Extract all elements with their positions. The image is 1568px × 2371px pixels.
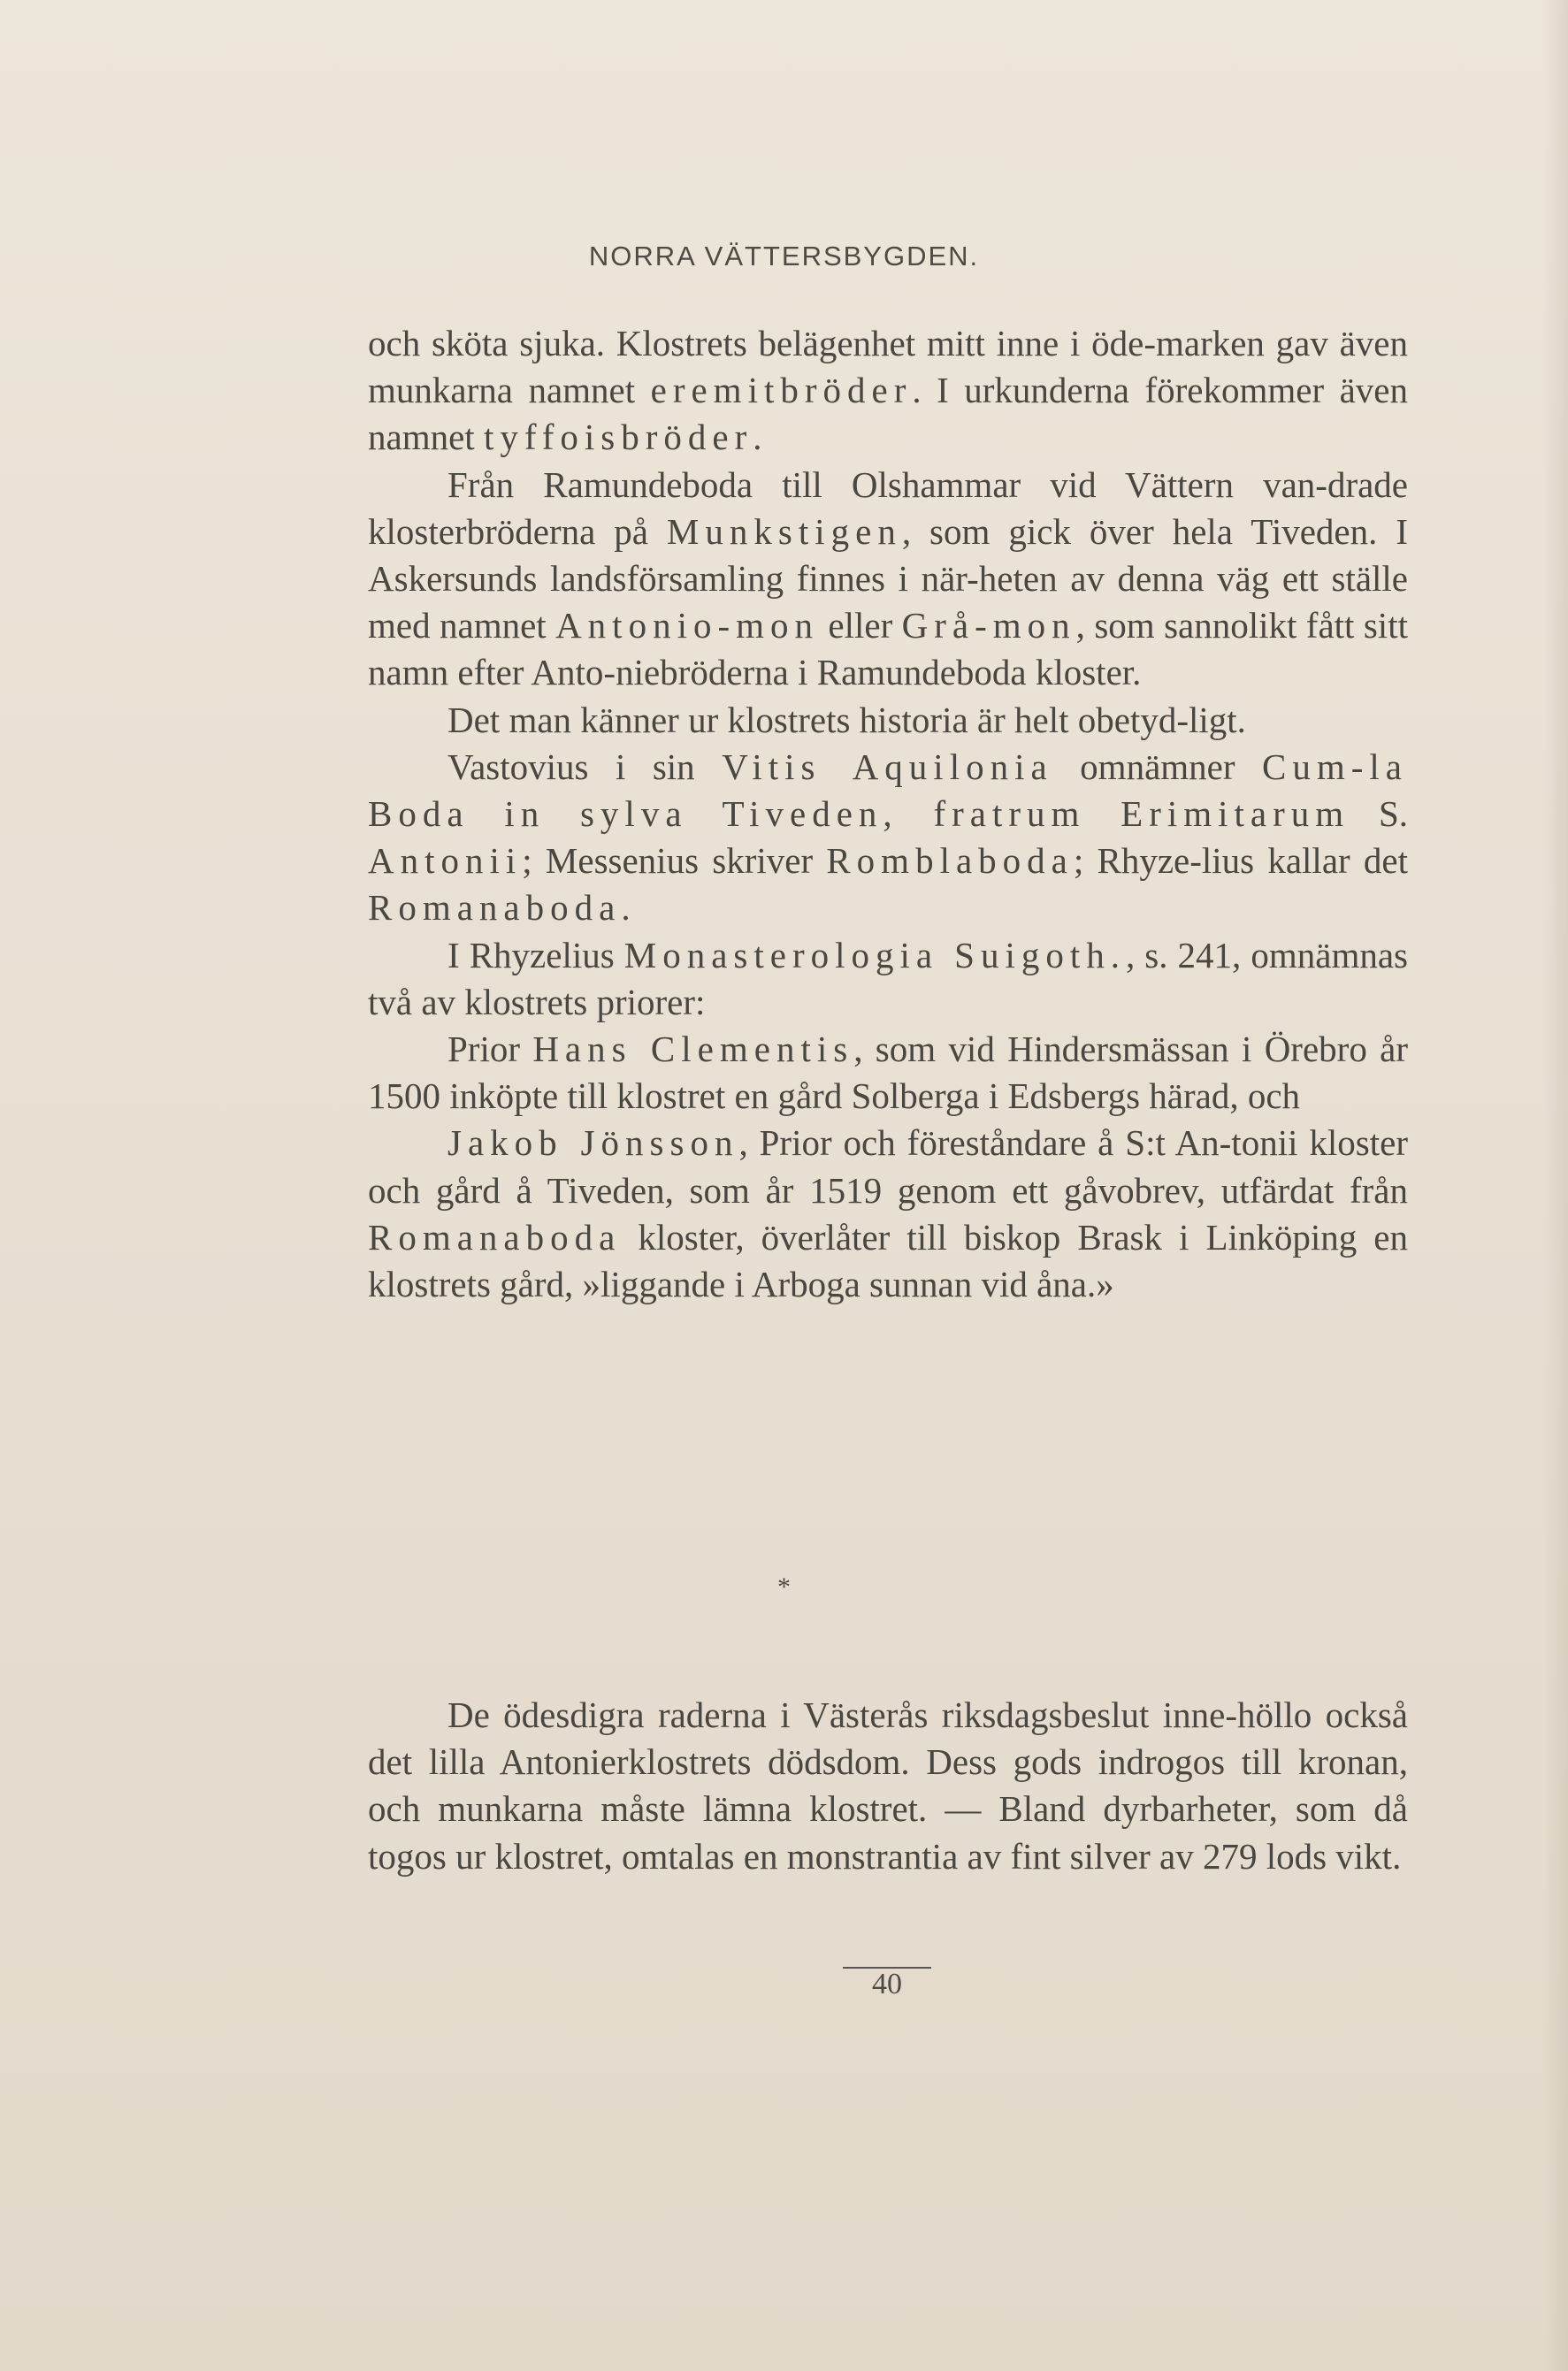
text-run: Det man känner ur klostrets historia är helt obetyd-ligt. — [447, 699, 1246, 740]
spaced-term: eremitbröder — [650, 370, 913, 411]
text-run: Vastovius i sin — [447, 746, 723, 787]
main-text — [368, 320, 1408, 1308]
text-run: ; Messenius skriver — [522, 840, 827, 882]
spaced-term: Jakob Jönsson — [447, 1122, 739, 1164]
text-run: och sköta sjuka. Klostrets belägenhet mitt inne i öde-marken gav även munkarna namnet — [368, 323, 1408, 411]
running-head: NORRA VÄTTERSBYGDEN. — [588, 241, 980, 272]
spaced-term: Vitis Aquilonia — [722, 746, 1053, 787]
spaced-term: Romblaboda — [826, 840, 1074, 882]
page-number: 40 — [872, 1968, 902, 2000]
spaced-term: Monasterologia Suigoth. — [623, 934, 1126, 975]
spaced-term: Romanaboda — [368, 887, 622, 929]
text-run: omnämner — [1052, 746, 1263, 787]
spaced-term: Antonio-mon — [555, 605, 820, 646]
paragraph-7 — [368, 1120, 1408, 1308]
spaced-term: tyffoisbröder — [483, 417, 753, 458]
section-separator: * — [777, 1572, 791, 1602]
spaced-term: Antonii — [368, 840, 523, 882]
page-edge-shadow — [1543, 0, 1568, 2371]
text-run: kloster, överlåter till biskop Brask i Linköping en klostrets gård, »liggande i Arboga sunnan vid åna.» — [368, 1216, 1408, 1305]
text-run: De ödesdigra raderna i Västerås riksdagsbeslut inne-höllo också det lilla Antonierklostrets dödsdom. Dess gods indrogos till kronan, och munkarna måste lämna klostret. — Bland dyrbarheter, som då togos ur klostret, omtalas en monstrantia av fint silver av 279 lods vikt. — [368, 1694, 1408, 1877]
spaced-term: Hans Clementis — [532, 1029, 854, 1070]
text-run: ; Rhyze-lius kallar det — [1073, 840, 1408, 882]
paragraph-1 — [368, 320, 1408, 462]
text-run: eller — [819, 605, 902, 646]
text-run: S. — [1350, 793, 1408, 835]
spaced-term: Munkstigen — [666, 510, 902, 552]
text-run: , som sannolikt fått sitt namn efter Anto-niebröderna i Ramundeboda kloster. — [368, 605, 1408, 693]
text-run: , s. 241, omnämnas två av klostrets priorer: — [368, 934, 1408, 1022]
text-run: , Prior och föreståndare å S:t An-tonii kloster och gård å Tiveden, som år 1519 genom ett gåvobrev, utfärdat från — [368, 1122, 1408, 1211]
text-run: , som gick över hela Tiveden. I Askersunds landsförsamling finnes i när-heten av denna väg ett ställe med namnet — [368, 510, 1408, 646]
text-run: . — [753, 417, 762, 458]
spaced-term: Romanaboda — [368, 1216, 622, 1258]
text-run: Från Ramundeboda till Olshammar vid Vättern van-drade klosterbröderna på — [368, 463, 1408, 552]
text-run: . — [621, 887, 631, 929]
paragraph-2 — [368, 462, 1408, 697]
text-run: , som vid Hindersmässan i Örebro år 1500 inköpte till klostret en gård Solberga i Edsbergs härad, och — [368, 1029, 1408, 1117]
closing-text — [368, 1692, 1408, 1880]
paragraph-4 — [368, 744, 1408, 932]
paragraph-3 — [368, 697, 1408, 744]
text-run: . I urkunderna förekommer även namnet — [368, 370, 1408, 458]
text-run: Prior — [447, 1029, 533, 1070]
paragraph-6 — [368, 1026, 1408, 1120]
spaced-term: Grå-mon — [901, 605, 1076, 646]
paragraph-5 — [368, 932, 1408, 1026]
spaced-term: Cum-la Boda in sylva Tiveden, fratrum Erimitarum — [368, 746, 1408, 835]
text-run: I Rhyzelius — [447, 934, 624, 975]
paragraph-8 — [368, 1692, 1408, 1880]
